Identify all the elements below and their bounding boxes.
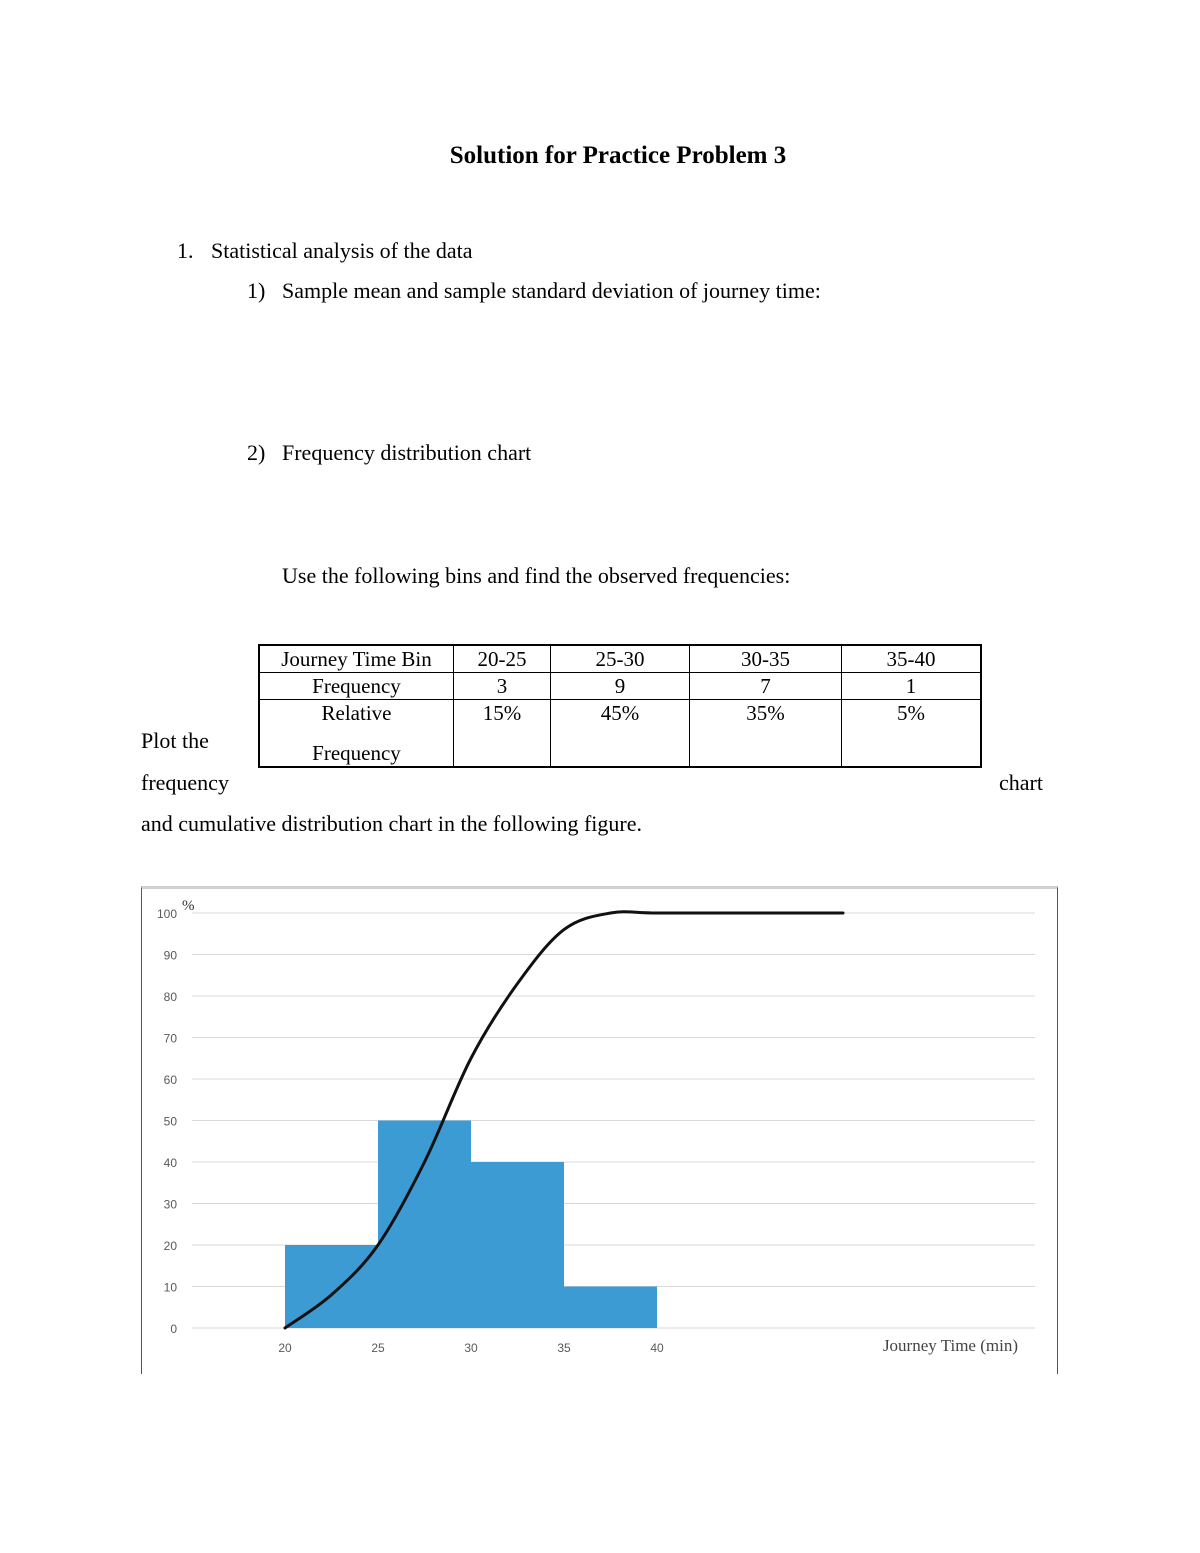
- section-number: 1.: [177, 238, 194, 263]
- page-title: Solution for Practice Problem 3: [449, 142, 787, 169]
- y-tick-label: 80: [163, 990, 177, 1004]
- x-tick-label: 20: [278, 1341, 292, 1355]
- y-tick-label: 30: [163, 1197, 177, 1212]
- x-tick-label: 35: [557, 1341, 571, 1355]
- y-tick-label: 40: [163, 1156, 177, 1170]
- item-number-1: 1): [247, 278, 266, 303]
- table-cell: Journey Time Bin: [259, 645, 454, 673]
- plot-sentence-part4: and cumulative distribution chart in the following figure.: [141, 811, 642, 836]
- table-cell: 35-40: [842, 645, 982, 673]
- y-tick-label: 70: [163, 1031, 177, 1046]
- x-tick-label: 30: [464, 1341, 478, 1355]
- y-axis-label: %: [182, 898, 195, 914]
- x-tick-label: 25: [371, 1341, 385, 1355]
- table-cell: 25-30: [551, 645, 690, 673]
- y-tick-label: 90: [163, 948, 177, 963]
- plot-sentence-part1: Plot the: [141, 728, 209, 753]
- y-tick-label: 60: [163, 1073, 177, 1087]
- table-cell: 7: [690, 673, 842, 700]
- y-tick-label: 20: [163, 1239, 177, 1253]
- plot-sentence-part3: chart: [999, 770, 1043, 795]
- instruction-text: Use the following bins and find the observed frequencies:: [282, 563, 791, 588]
- relative-label-line2: Frequency: [312, 741, 401, 765]
- y-tick-label: 100: [156, 907, 177, 921]
- table-cell: 5%: [842, 700, 982, 768]
- table-cell: Frequency: [259, 673, 454, 700]
- relative-label-line1: Relative: [321, 701, 392, 725]
- histogram-bar: [285, 1245, 378, 1328]
- plot-sentence-part2: frequency: [141, 770, 229, 795]
- table-cell: 20-25: [454, 645, 551, 673]
- table-cell: 30-35: [690, 645, 842, 673]
- y-tick-label: 0: [170, 1322, 177, 1336]
- table-cell: 3: [454, 673, 551, 700]
- histogram-bar: [471, 1162, 564, 1328]
- histogram-bar: [564, 1287, 657, 1329]
- table-cell: 35%: [690, 700, 842, 768]
- x-axis-label: Journey Time (min): [882, 1336, 1018, 1355]
- table-cell: 1: [842, 673, 982, 700]
- table-cell: 45%: [551, 700, 690, 768]
- item-number-2: 2): [247, 440, 266, 465]
- y-tick-label: 10: [163, 1280, 177, 1295]
- y-tick-label: 50: [163, 1114, 177, 1129]
- section-heading: Statistical analysis of the data: [211, 238, 473, 263]
- item-text-2: Frequency distribution chart: [282, 440, 532, 465]
- item-text-1: Sample mean and sample standard deviation of journey time:: [282, 278, 821, 303]
- x-tick-label: 40: [650, 1341, 664, 1355]
- table-cell: 15%: [454, 700, 551, 768]
- table-cell: 9: [551, 673, 690, 700]
